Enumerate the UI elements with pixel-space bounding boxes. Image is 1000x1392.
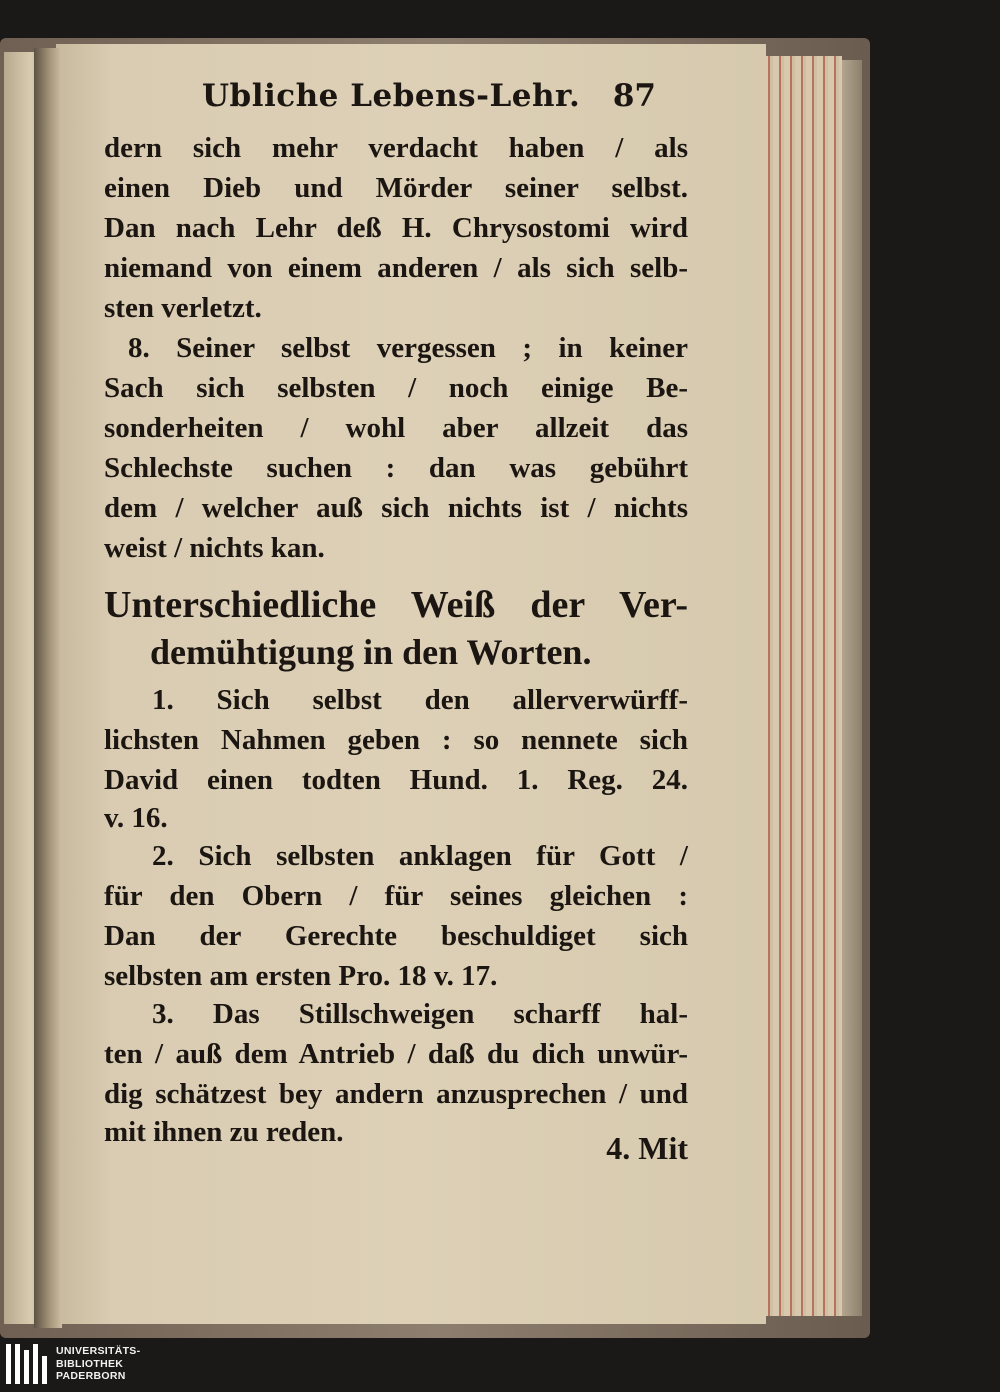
text-line: sonderheiten / wohl aber allzeit das [104,412,688,444]
text-line: 2. Sich selbsten anklagen für Gott / [152,840,688,872]
running-head: Ubliche Lebens-Lehr. [202,78,581,114]
section-heading: demühtigung in den Worten. [150,632,592,672]
text-line: weist / nichts kan. [104,532,325,564]
book-gutter [34,48,62,1328]
text-line: David einen todten Hund. 1. Reg. 24. [104,764,688,796]
text-line: Dan nach Lehr deß H. Chrysostomi wird [104,212,688,244]
text-line: dern sich mehr verdacht haben / als [104,132,688,164]
text-line: ten / auß dem Antrieb / daß du dich unwür- [104,1038,688,1070]
text-line: dem / welcher auß sich nichts ist / nichts [104,492,688,524]
text-line: selbsten am ersten Pro. 18 v. 17. [104,960,498,992]
catchword: 4. Mit [606,1130,688,1166]
text-line: 1. Sich selbst den allerverwürff- [152,684,688,716]
text-line: lichsten Nahmen geben : so nennete sich [104,724,688,756]
page-text [104,78,688,1178]
page-number: 87 [612,78,656,114]
section-heading: Unterschiedliche Weiß der Ver- [104,584,688,626]
text-line: mit ihnen zu reden. [104,1116,344,1148]
library-logo-text [56,1345,140,1383]
text-line: 3. Das Stillschweigen scharff hal- [152,998,688,1030]
text-line: für den Obern / für seines gleichen : [104,880,688,912]
text-line: Dan der Gerechte beschuldiget sich [104,920,688,952]
library-logo [0,1342,180,1392]
text-line: niemand von einem anderen / als sich selb- [104,252,688,284]
text-line: Schlechste suchen : dan was gebührt [104,452,688,484]
text-line: dig schätzest bey andern anzusprechen / und [104,1078,688,1110]
text-line: 8. Seiner selbst vergessen ; in keiner [128,332,688,364]
text-line: Sach sich selbsten / noch einige Be- [104,372,688,404]
text-line: einen Dieb und Mörder seiner selbst. [104,172,688,204]
logo-line: UNIVERSITÄTS- [56,1345,141,1357]
page-fore-edge [762,56,842,1316]
logo-line: BIBLIOTHEK [56,1357,124,1370]
fore-edge-shadow [842,60,862,1316]
text-line: sten verletzt. [104,292,262,324]
logo-line: PADERBORN [56,1370,126,1382]
text-line: v. 16. [104,802,168,834]
library-logo-icon [6,1344,50,1390]
